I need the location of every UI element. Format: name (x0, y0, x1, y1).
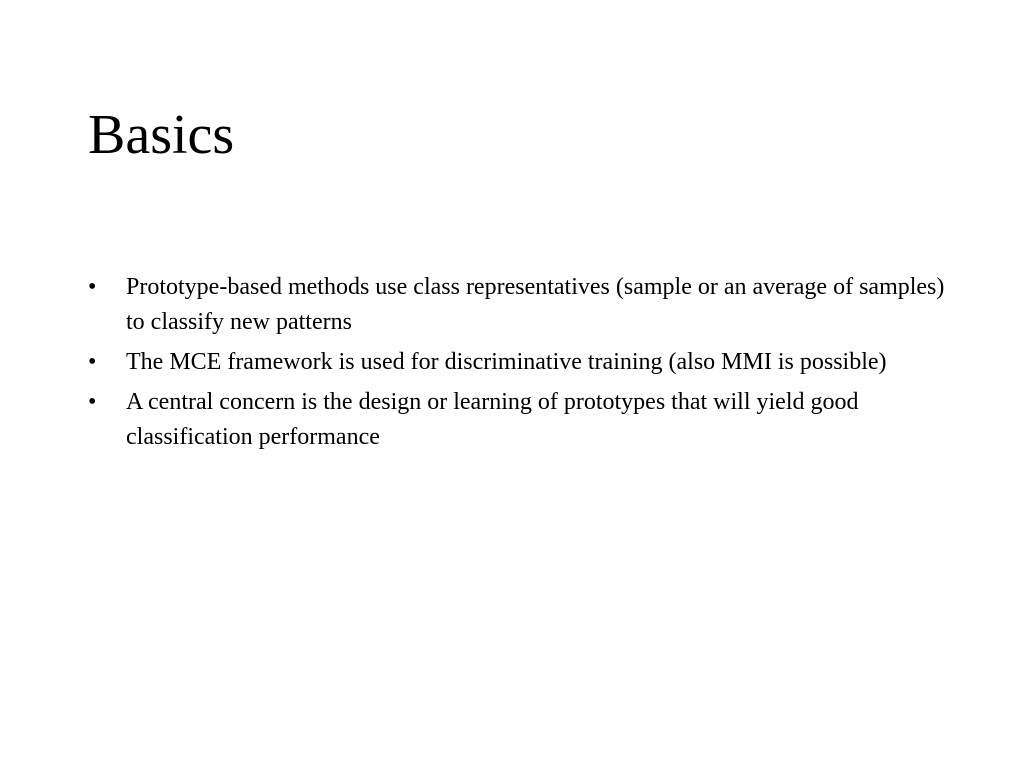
bullet-text: A central concern is the design or learning of prototypes that will yield good classification performance (126, 389, 859, 450)
bullet-list (0, 270, 1024, 460)
bullet-icon: • (88, 349, 97, 375)
bullet-item (0, 385, 1024, 455)
bullet-item (0, 270, 1024, 340)
bullet-item (0, 345, 1024, 380)
bullet-icon: • (88, 274, 97, 300)
bullet-text: Prototype-based methods use class representatives (sample or an average of samples) to classify new patterns (126, 274, 945, 335)
slide-title: Basics (88, 104, 235, 166)
bullet-text: The MCE framework is used for discriminative training (also MMI is possible) (126, 349, 887, 375)
bullet-icon: • (88, 389, 97, 415)
